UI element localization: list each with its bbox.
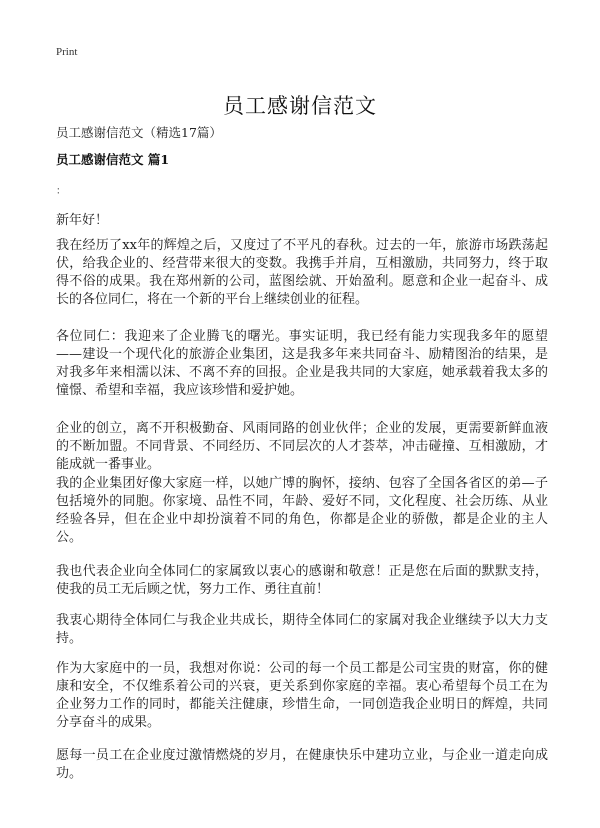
colon-mark: ：: [56, 186, 66, 197]
document-subtitle: 员工感谢信范文（精选17篇）: [56, 125, 222, 140]
paragraph: 作为大家庭中的一员，我想对你说：公司的每一个员工都是公司宝贵的财富，你的健康和安全，不仅维系着公司的兴衰，更关系到你家庭的幸福。衷心希望每个员工在为企业努力工作的同时，都能关注健康，珍惜生命，一同创造我企业明日的辉煌，共同分享奋斗的成果。: [56, 661, 548, 730]
paragraph: 我衷心期待全体同仁与我企业共成长，期待全体同仁的家属对我企业继续予以大力支持。: [56, 613, 548, 646]
paragraph: 企业的创立，离不开积极勤奋、风雨同路的创业伙伴；企业的发展，更需要新鲜血液的不断加盟。不同背景、不同经历、不同层次的人才荟萃，冲击碰撞、互相激励，才能成就一番事业。: [56, 421, 548, 472]
document-title: 员工感谢信范文: [223, 94, 377, 119]
paragraph: 我的企业集团好像大家庭一样，以她广博的胸怀，接纳、包容了全国各省区的弟—子包括境外的同胞。你家境、品性不同，年龄、爱好不同，文化程度、社会历练、从业经验各异，但在企业中却扮演着不同的角色，你都是企业的骄傲，都是企业的主人公。: [56, 476, 548, 545]
print-label: Print: [56, 46, 78, 58]
paragraph: 愿每一员工在企业度过激情燃烧的岁月，在健康快乐中建功立业，与企业一道走向成功。: [56, 748, 548, 781]
greeting: 新年好！: [56, 213, 109, 228]
section-heading: 员工感谢信范文 篇1: [56, 152, 170, 167]
paragraph: 我也代表企业向全体同仁的家属致以衷心的感谢和敬意！正是您在后面的默默支持，使我的员工无后顾之忧，努力工作、勇往直前！: [56, 564, 548, 597]
paragraph: 各位同仁：我迎来了企业腾飞的曙光。事实证明，我已经有能力实现我多年的愿望——建设一个现代化的旅游企业集团，这是我多年来共同奋斗、励精图治的结果，是对我多年来相濡以沫、不离不弃的回报。企业是我共同的大家庭，她承载着我太多的憧憬、希望和幸福，我应该珍惜和爱护她。: [56, 329, 548, 398]
paragraph: 我在经历了xx年的辉煌之后，又度过了不平凡的春秋。过去的一年，旅游市场跌荡起伏，给我企业的、经营带来很大的变数。我携手并肩，互相激励，共同努力，终于取得不俗的成果。我在郑州新的公司，蓝图绘就、开始盈利。愿意和企业一起奋斗、成长的各位同仁，将在一个新的平台上继续创业的征程。: [56, 238, 548, 307]
